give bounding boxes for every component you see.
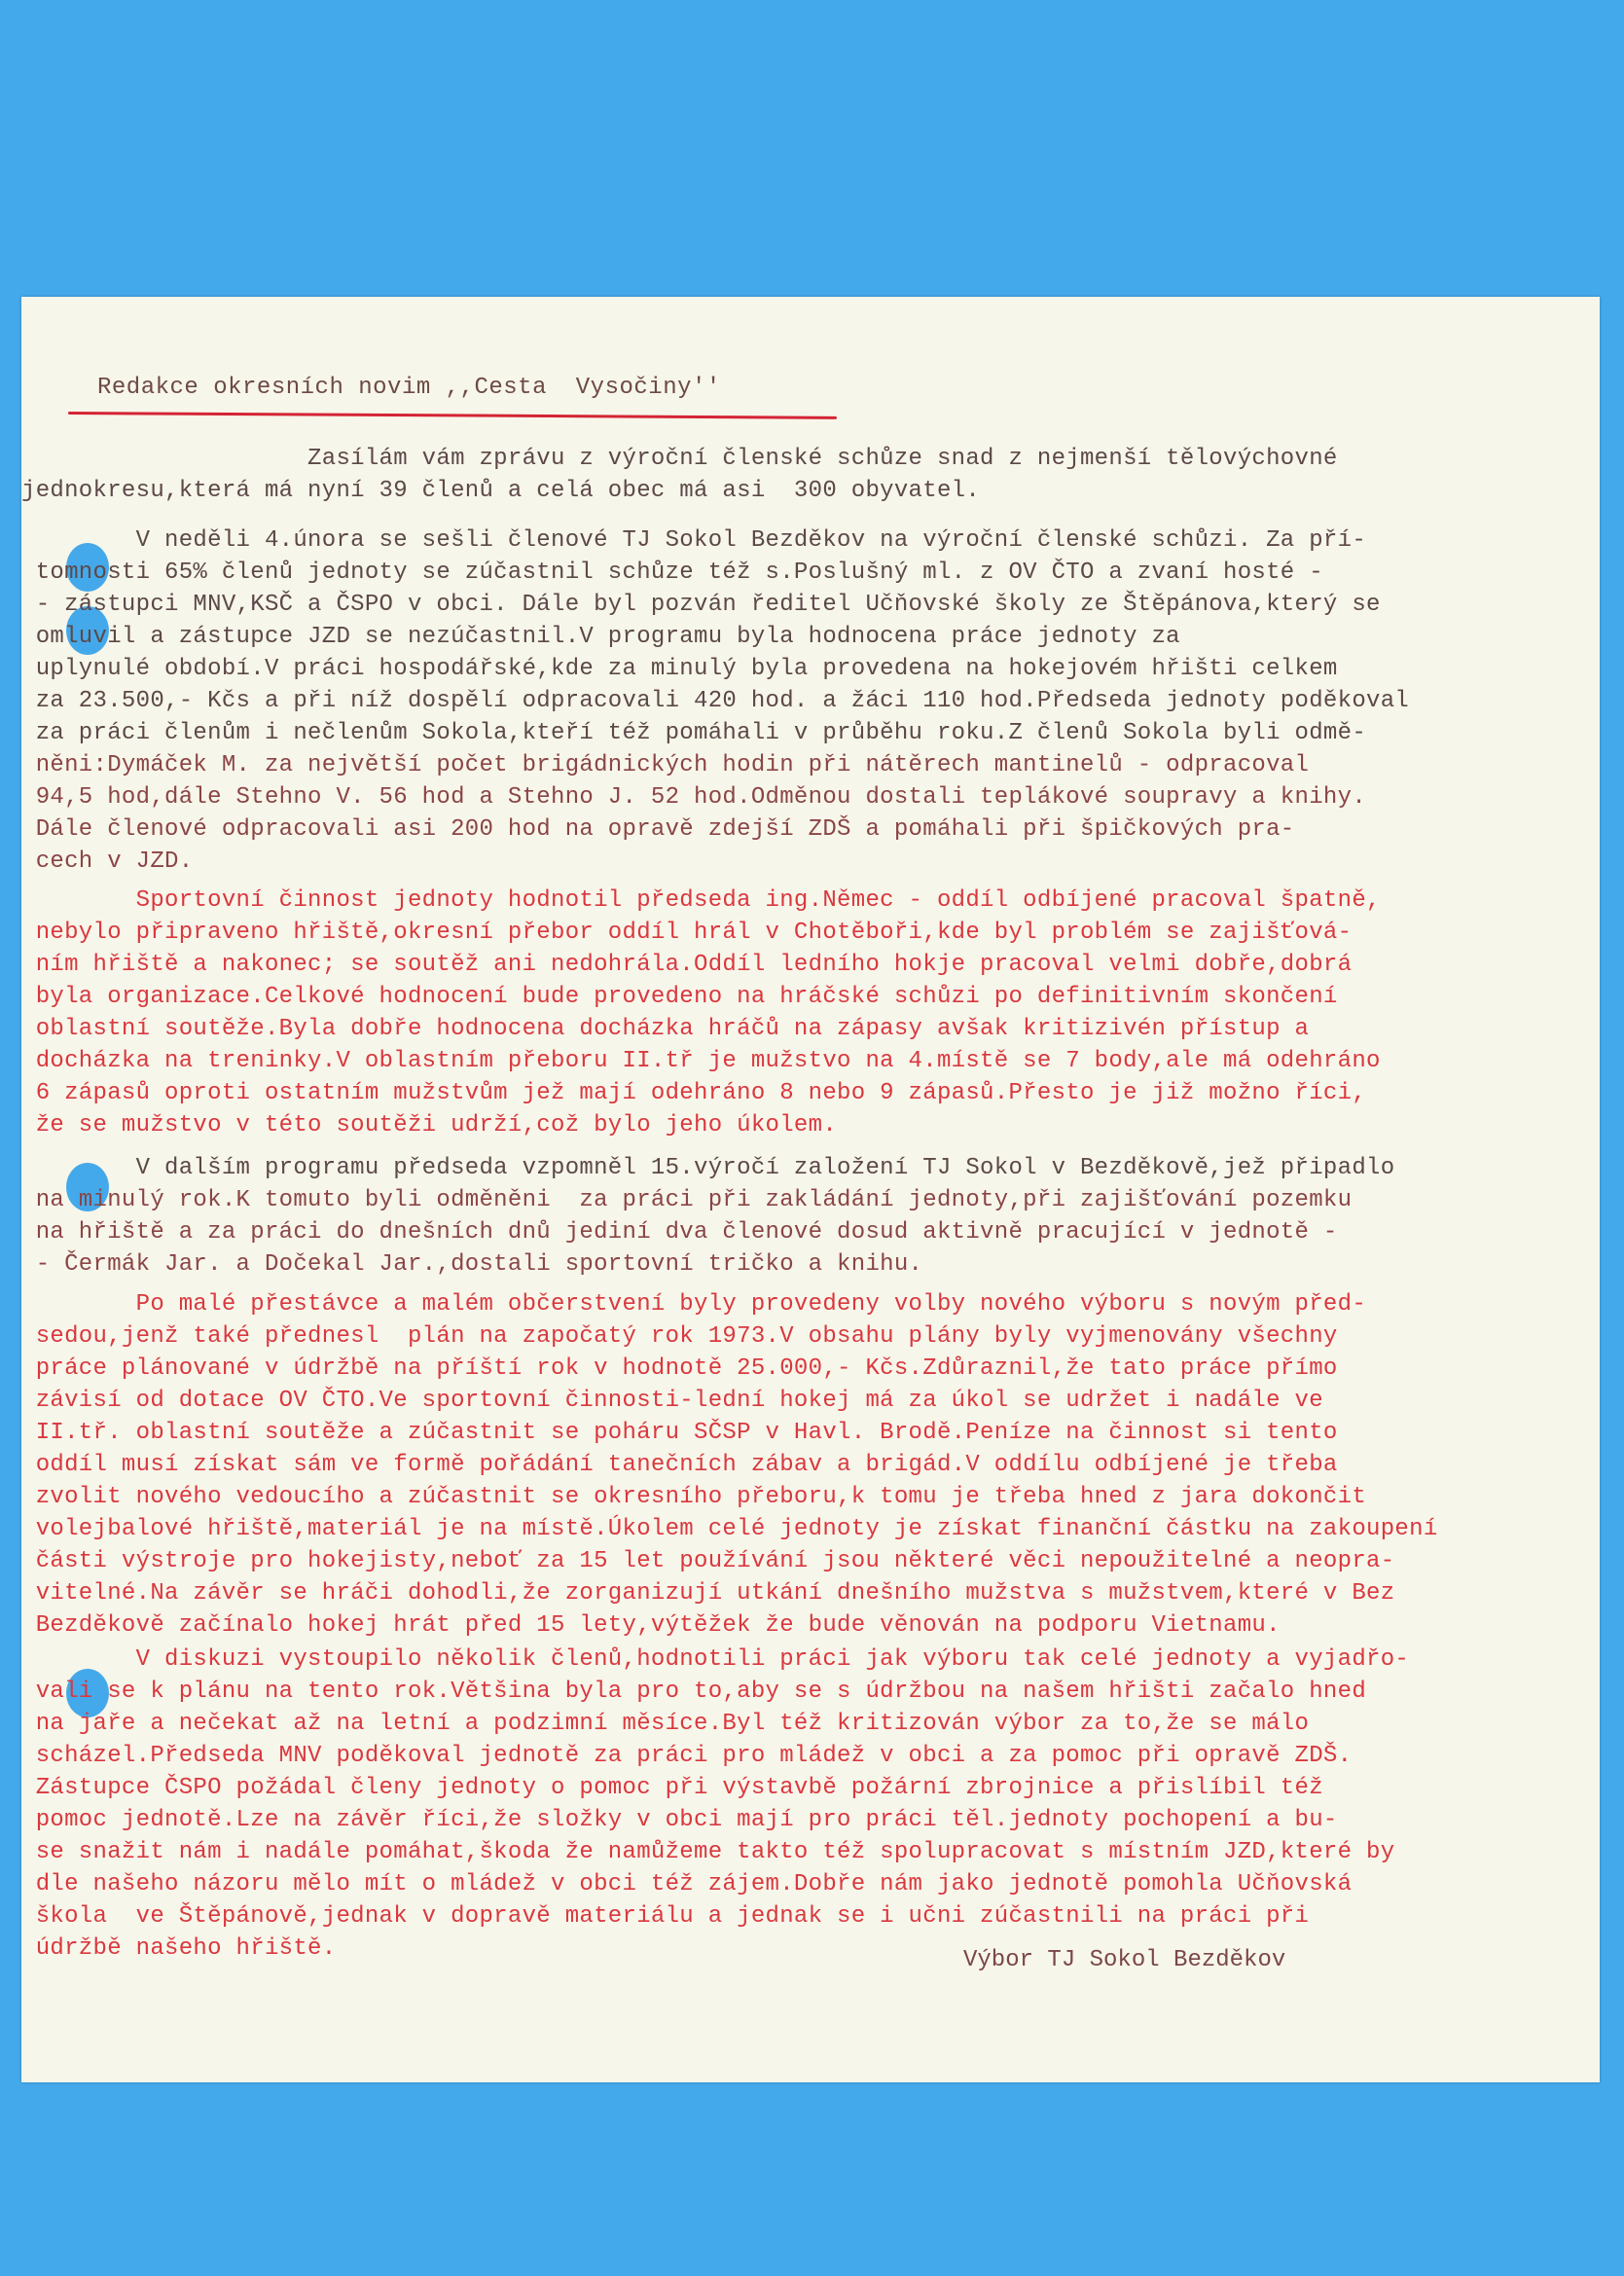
addressee-heading: Redakce okresních novim ,,Cesta Vysočiny'': [97, 375, 721, 401]
text-line: scházel.Předseda MNV poděkoval jednotě za práci pro mládež v obci a za pomoc při opravě ZDŠ.: [21, 1743, 1353, 1769]
text-line: Zástupce ČSPO požádal členy jednoty o pomoc při výstavbě požární zbrojnice a přislíbil též: [21, 1775, 1323, 1801]
text-line: dle našeho názoru mělo mít o mládež v obci též zájem.Dobře nám jako jednotě pomohla Učňovská: [21, 1871, 1353, 1897]
text-line: jednokresu,která má nyní 39 členů a celá obec má asi 300 obyvatel.: [21, 478, 981, 504]
text-line: 6 zápasů oproti ostatním mužstvům jež mají odehráno 8 nebo 9 zápasů.Přesto je již možno říci,: [21, 1080, 1367, 1106]
text-line: práce plánované v údržbě na příští rok v hodnotě 25.000,- Kčs.Zdůraznil,že tato práce přímo: [21, 1355, 1338, 1382]
text-line: zvolit nového vedoucího a zúčastnit se okresního přeboru,k tomu je třeba hned z jara dokončit: [21, 1484, 1367, 1510]
text-line: byla organizace.Celkové hodnocení bude provedeno na hráčské schůzi po definitivním skončení: [21, 984, 1338, 1010]
text-line: oblastní soutěže.Byla dobře hodnocena docházka hráčů na zápasy avšak kritizivén přístup a: [21, 1016, 1310, 1042]
text-line: oddíl musí získat sám ve formě pořádání tanečních zábav a brigád.V oddílu odbíjené je třeba: [21, 1452, 1338, 1478]
text-line: - zástupci MNV,KSČ a ČSPO v obci. Dále byl pozván ředitel Učňovské školy ze Štěpánova,který se: [21, 592, 1381, 618]
text-line: V neděli 4.února se sešli členové TJ Sokol Bezděkov na výroční členské schůzi. Za pří-: [21, 527, 1367, 554]
text-line: Dále členové odpracovali asi 200 hod na opravě zdejší ZDŠ a pomáhali při špičkových pra-: [21, 816, 1295, 843]
heading-underline: [68, 412, 837, 419]
text-line: tomnosti 65% členů jednoty se zúčastnil schůze též s.Poslušný ml. z OV ČTO a zvaní hosté -: [21, 560, 1323, 586]
text-line: docházka na treninky.V oblastním přeboru II.tř je mužstvo na 4.místě se 7 body,ale má odehráno: [21, 1048, 1381, 1074]
text-line: nebylo připraveno hřiště,okresní přebor oddíl hrál v Chotěboři,kde byl problém se zajišťová-: [21, 920, 1353, 946]
text-line: že se mužstvo v této soutěži udrží,což bylo jeho úkolem.: [21, 1112, 838, 1138]
text-line: na minulý rok.K tomuto byli odměněni za práci při zakládání jednoty,při zajišťování pozemku: [21, 1187, 1353, 1213]
text-line: omluvil a zástupce JZD se nezúčastnil.V programu byla hodnocena práce jednoty za: [21, 624, 1180, 650]
text-line: na jaře a nečekat až na letní a podzimní měsíce.Byl též kritizován výbor za to,že se málo: [21, 1711, 1310, 1737]
text-line: volejbalové hřiště,materiál je na místě.Úkolem celé jednoty je získat finanční částku na zakoupení: [21, 1516, 1438, 1542]
text-line: za 23.500,- Kčs a při níž dospělí odpracovali 420 hod. a žáci 110 hod.Předseda jednoty poděkoval: [21, 688, 1410, 714]
text-line: - Čermák Jar. a Dočekal Jar.,dostali sportovní tričko a knihu.: [21, 1251, 923, 1278]
signature: Výbor TJ Sokol Bezděkov: [963, 1947, 1286, 1973]
text-line: sedou,jenž také přednesl plán na započatý rok 1973.V obsahu plány byly vyjmenovány všechny: [21, 1323, 1338, 1350]
text-line: 94,5 hod,dále Stehno V. 56 hod a Stehno J. 52 hod.Odměnou dostali teplákové soupravy a knihy.: [21, 784, 1367, 811]
text-line: Zasílám vám zprávu z výroční členské schůze snad z nejmenší tělovýchovné: [21, 446, 1338, 472]
text-line: části výstroje pro hokejisty,neboť za 15 let používání jsou některé věci nepoužitelné a neopra-: [21, 1548, 1395, 1574]
text-line: pomoc jednotě.Lze na závěr říci,že složky v obci mají pro práci těl.jednoty pochopení a bu-: [21, 1807, 1338, 1833]
text-line: něni:Dymáček M. za největší počet brigádnických hodin při nátěrech mantinelů - odpracoval: [21, 752, 1310, 778]
text-line: se snažit nám i nadále pomáhat,škoda že namůžeme takto též spolupracovat s místním JZD,které by: [21, 1839, 1395, 1865]
text-line: Bezděkově začínalo hokej hrát před 15 lety,výtěžek že bude věnován na podporu Vietnamu.: [21, 1612, 1281, 1639]
text-line: II.tř. oblastní soutěže a zúčastnit se poháru SČSP v Havl. Brodě.Peníze na činnost si tento: [21, 1420, 1338, 1446]
text-line: škola ve Štěpánově,jednak v dopravě materiálu a jednak se i učni zúčastnili na práci při: [21, 1903, 1310, 1930]
text-line: V dalším programu předseda vzpomněl 15.výročí založení TJ Sokol v Bezděkově,jež připadlo: [21, 1155, 1395, 1181]
text-line: údržbě našeho hřiště.: [21, 1935, 337, 1962]
text-line: cech v JZD.: [21, 849, 194, 875]
text-line: vali se k plánu na tento rok.Většina byla pro to,aby se s údržbou na našem hřišti začalo hned: [21, 1679, 1367, 1705]
letter-sheet: [21, 297, 1600, 2082]
text-line: uplynulé období.V práci hospodářské,kde za minulý byla provedena na hokejovém hřišti celkem: [21, 656, 1338, 682]
text-line: závisí od dotace OV ČTO.Ve sportovní činnosti-lední hokej má za úkol se udržet i nadále ve: [21, 1388, 1323, 1414]
text-line: Po malé přestávce a malém občerstvení byly provedeny volby nového výboru s novým před-: [21, 1291, 1367, 1318]
text-line: na hřiště a za práci do dnešních dnů jediní dva členové dosud aktivně pracující v jednotě -: [21, 1219, 1338, 1246]
text-line: ním hřiště a nakonec; se soutěž ani nedohrála.Oddíl ledního hokje pracoval velmi dobře,dobrá: [21, 952, 1353, 978]
text-line: za práci členům i nečlenům Sokola,kteří též pomáhali v průběhu roku.Z členů Sokola byli odmě-: [21, 720, 1367, 746]
text-line: Sportovní činnost jednoty hodnotil předseda ing.Němec - oddíl odbíjené pracoval špatně,: [21, 887, 1381, 914]
text-line: V diskuzi vystoupilo několik členů,hodnotili práci jak výboru tak celé jednoty a vyjadřo-: [21, 1646, 1410, 1673]
text-line: vitelné.Na závěr se hráči dohodli,že zorganizují utkání dnešního mužstva s mužstvem,které v Bez: [21, 1580, 1395, 1607]
